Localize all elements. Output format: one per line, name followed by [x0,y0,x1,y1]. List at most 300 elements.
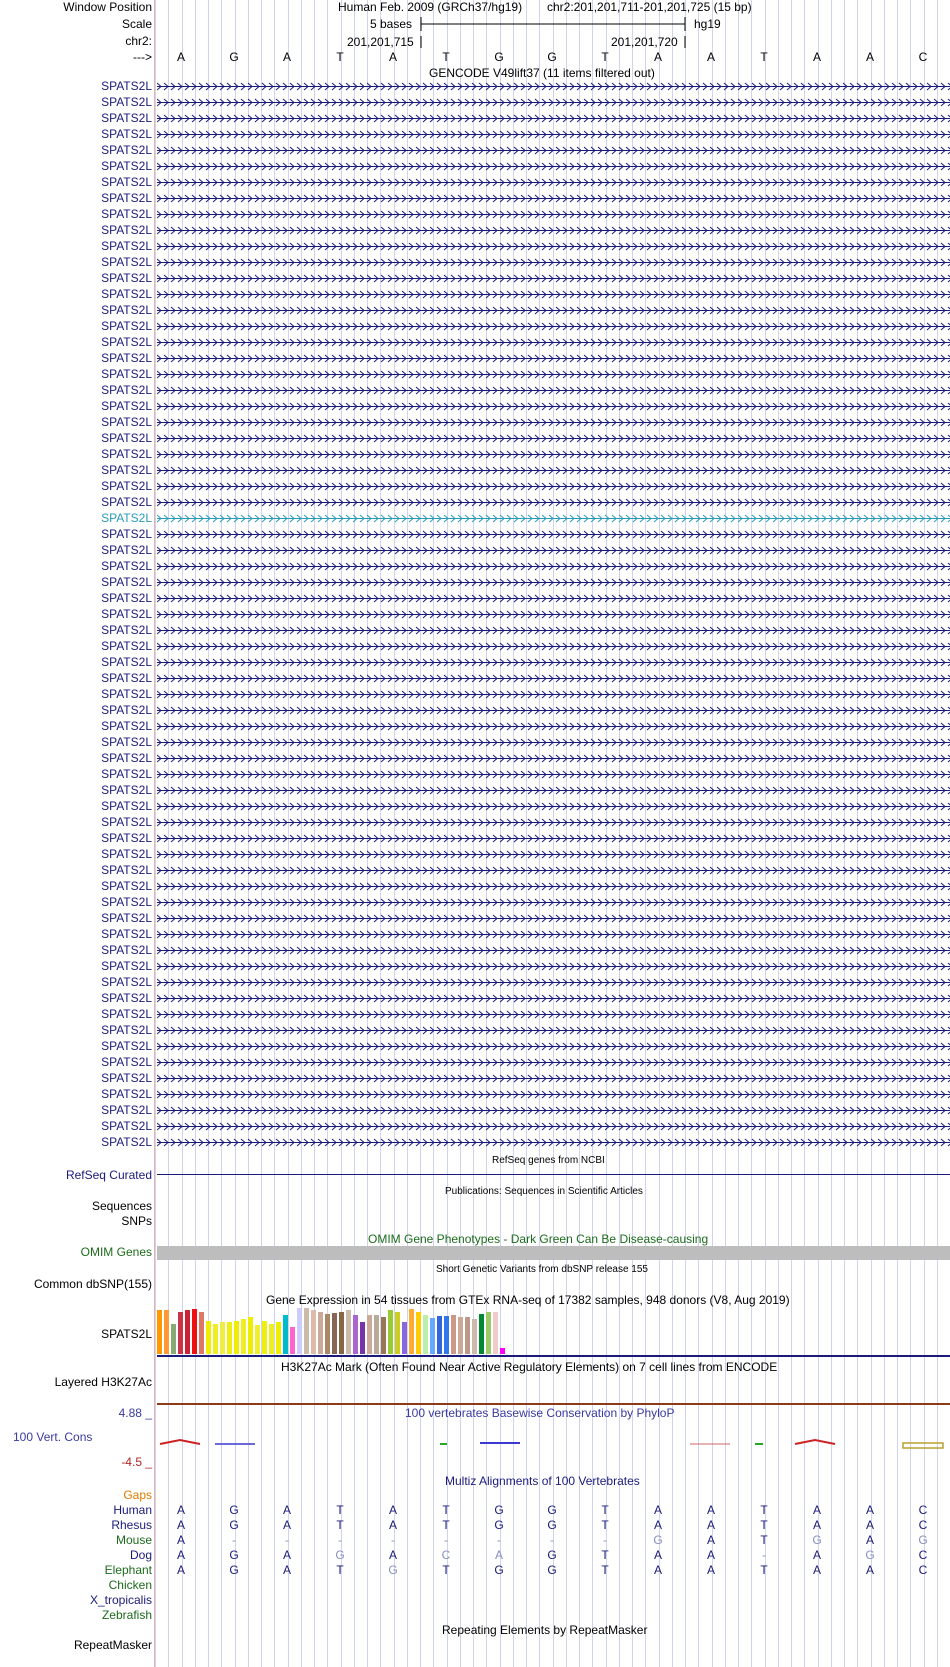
alignment-base: G [865,1548,875,1562]
gtex-tissue-bar[interactable] [486,1312,491,1354]
gencode-transcript-label[interactable]: SPATS2L [101,623,152,637]
gencode-transcript-label[interactable]: SPATS2L [101,1071,152,1085]
gencode-transcript-feature[interactable] [157,897,950,908]
gtex-tissue-bar[interactable] [332,1313,337,1354]
transcript-arrow-line[interactable] [157,721,950,732]
species-label-mouse[interactable]: Mouse [115,1533,152,1547]
transcript-arrow-line[interactable] [157,401,950,412]
phylop-track-title[interactable]: 100 vertebrates Basewise Conservation by PhyloP [405,1406,675,1420]
gtex-tissue-bar[interactable] [220,1322,225,1354]
transcript-arrow-line[interactable] [157,577,950,588]
gencode-transcript-label[interactable]: SPATS2L [101,687,152,701]
refseq-track-title[interactable]: RefSeq genes from NCBI [492,1155,605,1166]
alignment-base: - [285,1533,289,1547]
omim-track-label[interactable]: OMIM Genes [80,1245,152,1259]
transcript-arrow-line[interactable] [157,241,950,252]
dbsnp-track-title[interactable]: Short Genetic Variants from dbSNP release 155 [436,1264,648,1275]
gencode-transcript-feature[interactable] [157,81,950,92]
gencode-transcript-label[interactable]: SPATS2L [101,607,152,621]
gtex-tissue-bar[interactable] [493,1312,498,1354]
transcript-arrow-line[interactable] [157,609,950,620]
gtex-tissue-bar[interactable] [206,1321,211,1354]
gencode-transcript-label[interactable]: SPATS2L [101,271,152,285]
gencode-transcript-feature[interactable] [157,913,950,924]
gencode-transcript-feature[interactable] [157,465,950,476]
gencode-transcript-feature[interactable] [157,481,950,492]
gencode-transcript-feature[interactable] [157,385,950,396]
gencode-transcript-label[interactable]: SPATS2L [101,511,152,525]
transcript-arrow-line[interactable] [157,657,950,668]
transcript-arrow-line[interactable] [157,737,950,748]
gtex-tissue-bar[interactable] [437,1316,442,1354]
gencode-transcript-label[interactable]: SPATS2L [101,287,152,301]
transcript-arrow-line[interactable] [157,1009,950,1020]
gtex-tissue-bar[interactable] [213,1324,218,1354]
transcript-arrow-line[interactable] [157,897,950,908]
sequence-base: C [918,50,928,64]
gencode-transcript-label[interactable]: SPATS2L [101,95,152,109]
gencode-transcript-label[interactable]: SPATS2L [101,943,152,957]
transcript-arrow-line[interactable] [157,593,950,604]
gencode-track-title[interactable]: GENCODE V49lift37 (11 items filtered out) [429,66,655,80]
gtex-tissue-bar[interactable] [276,1322,281,1354]
species-label-dog[interactable]: Dog [129,1548,152,1562]
gencode-transcript-label[interactable]: SPATS2L [101,847,152,861]
gtex-tissue-bar[interactable] [395,1312,400,1354]
publications-track-title[interactable]: Publications: Sequences in Scientific Articles [445,1186,643,1197]
transcript-arrow-line[interactable] [157,449,950,460]
transcript-arrow-line[interactable] [157,161,950,172]
gencode-transcript-label[interactable]: SPATS2L [101,975,152,989]
gtex-tissue-bar[interactable] [402,1322,407,1354]
gencode-transcript-label[interactable]: SPATS2L [101,111,152,125]
gencode-transcript-feature[interactable] [157,593,950,604]
gencode-transcript-feature[interactable] [157,689,950,700]
gencode-transcript-label[interactable]: SPATS2L [101,1007,152,1021]
transcript-arrow-line[interactable] [157,849,950,860]
transcript-arrow-line[interactable] [157,193,950,204]
gencode-transcript-feature[interactable] [157,945,950,956]
gencode-transcript-feature[interactable] [157,833,950,844]
transcript-arrow-line[interactable] [157,673,950,684]
gencode-transcript-feature[interactable] [157,1089,950,1100]
gencode-transcript-feature[interactable] [157,1073,950,1084]
transcript-arrow-line[interactable] [157,705,950,716]
transcript-arrow-line[interactable] [157,81,950,92]
gtex-tissue-bar[interactable] [374,1315,379,1354]
gencode-transcript-label[interactable]: SPATS2L [101,959,152,973]
gtex-tissue-bar[interactable] [199,1312,204,1354]
phylop-track-label[interactable]: 100 Vert. Cons [13,1430,93,1444]
alignment-base: A [865,1563,874,1577]
dbsnp-track-label[interactable]: Common dbSNP(155) [33,1277,152,1291]
gencode-transcript-feature[interactable] [157,321,950,332]
transcript-arrow-line[interactable] [157,785,950,796]
transcript-arrow-line[interactable] [157,913,950,924]
gtex-tissue-bar[interactable] [409,1309,414,1354]
gencode-transcript-label[interactable]: SPATS2L [101,895,152,909]
gencode-transcript-feature[interactable] [157,529,950,540]
gtex-tissue-bar[interactable] [353,1315,358,1354]
transcript-arrow-line[interactable] [157,1073,950,1084]
gencode-transcript-feature[interactable] [157,881,950,892]
transcript-arrow-line[interactable] [157,1025,950,1036]
gtex-track-title[interactable]: Gene Expression in 54 tissues from GTEx RNA-seq of 17382 samples, 948 donors (V8, Aug 2019) [266,1293,790,1307]
refseq-track-label[interactable]: RefSeq Curated [65,1168,152,1182]
transcript-arrow-line[interactable] [157,1089,950,1100]
gencode-transcript-feature[interactable] [157,273,950,284]
gencode-transcript-feature[interactable] [157,1105,950,1116]
gencode-transcript-feature[interactable] [157,657,950,668]
gencode-transcript-label[interactable]: SPATS2L [101,127,152,141]
gencode-transcript-label[interactable]: SPATS2L [101,383,152,397]
gtex-tissue-bar[interactable] [346,1310,351,1354]
transcript-arrow-line[interactable] [157,321,950,332]
species-label-human[interactable]: Human [113,1503,152,1517]
gencode-transcript-label[interactable]: SPATS2L [101,591,152,605]
transcript-arrow-line[interactable] [157,833,950,844]
gencode-transcript-feature[interactable] [157,849,950,860]
transcript-arrow-line[interactable] [157,817,950,828]
gencode-transcript-feature[interactable] [157,513,950,524]
gtex-tissue-bar[interactable] [234,1321,239,1354]
transcript-arrow-line[interactable] [157,1105,950,1116]
gtex-track-label[interactable]: SPATS2L [101,1327,152,1341]
transcript-arrow-line[interactable] [157,97,950,108]
gencode-transcript-label[interactable]: SPATS2L [101,207,152,221]
gencode-transcript-feature[interactable] [157,545,950,556]
gtex-tissue-bar[interactable] [192,1309,197,1354]
transcript-arrow-line[interactable] [157,513,950,524]
gtex-tissue-bar[interactable] [451,1315,456,1354]
gencode-transcript-label[interactable]: SPATS2L [101,911,152,925]
transcript-arrow-line[interactable] [157,273,950,284]
alignment-base: A [282,1518,291,1532]
gencode-transcript-feature[interactable] [157,785,950,796]
gencode-transcript-feature[interactable] [157,497,950,508]
multiz-gaps-label[interactable]: Gaps [123,1488,152,1502]
gencode-transcript-label[interactable]: SPATS2L [101,927,152,941]
transcript-arrow-line[interactable] [157,945,950,956]
alignment-base: G [547,1563,557,1577]
gtex-tissue-bar[interactable] [423,1315,428,1354]
gencode-transcript-label[interactable]: SPATS2L [101,1103,152,1117]
gencode-transcript-label[interactable]: SPATS2L [101,319,152,333]
gencode-transcript-label[interactable]: SPATS2L [101,1039,152,1053]
gencode-transcript-feature[interactable] [157,289,950,300]
gtex-tissue-bar[interactable] [381,1317,386,1354]
gencode-transcript-feature[interactable] [157,737,950,748]
gencode-transcript-feature[interactable] [157,673,950,684]
transcript-arrow-line[interactable] [157,865,950,876]
gtex-tissue-bar[interactable] [157,1310,162,1354]
gencode-transcript-label[interactable]: SPATS2L [101,239,152,253]
gencode-transcript-feature[interactable] [157,305,950,316]
gencode-transcript-feature[interactable] [157,417,950,428]
gencode-transcript-label[interactable]: SPATS2L [101,175,152,189]
transcript-arrow-line[interactable] [157,113,950,124]
gencode-transcript-feature[interactable] [157,801,950,812]
gencode-transcript-label[interactable]: SPATS2L [101,527,152,541]
transcript-arrow-line[interactable] [157,353,950,364]
transcript-arrow-line[interactable] [157,993,950,1004]
transcript-arrow-line[interactable] [157,337,950,348]
transcript-arrow-line[interactable] [157,497,950,508]
gencode-transcript-feature[interactable] [157,625,950,636]
coord-left: 201,201,715 [347,35,414,49]
transcript-arrow-line[interactable] [157,417,950,428]
gencode-transcript-feature[interactable] [157,721,950,732]
transcript-arrow-line[interactable] [157,689,950,700]
alignment-base: T [601,1503,609,1517]
gencode-transcript-feature[interactable] [157,129,950,140]
gencode-transcript-label[interactable]: SPATS2L [101,991,152,1005]
gencode-transcript-feature[interactable] [157,193,950,204]
gencode-transcript-label[interactable]: SPATS2L [101,863,152,877]
gencode-transcript-feature[interactable] [157,337,950,348]
gencode-transcript-feature[interactable] [157,961,950,972]
refseq-gene-line[interactable] [157,1174,950,1175]
gtex-tissue-bar[interactable] [479,1314,484,1354]
gtex-tissue-bar[interactable] [164,1310,169,1354]
transcript-arrow-line[interactable] [157,225,950,236]
gencode-transcript-label[interactable]: SPATS2L [101,367,152,381]
h3k27ac-track-title[interactable]: H3K27Ac Mark (Often Found Near Active Regulatory Elements) on 7 cell lines from ENCODE [281,1360,778,1374]
transcript-arrow-line[interactable] [157,481,950,492]
gencode-transcript-label[interactable]: SPATS2L [101,255,152,269]
gencode-transcript-label[interactable]: SPATS2L [101,1023,152,1037]
publications-label-sequences[interactable]: Sequences [91,1199,152,1213]
alignment-base: A [706,1548,715,1562]
transcript-arrow-line[interactable] [157,465,950,476]
gencode-transcript-feature[interactable] [157,97,950,108]
gencode-transcript-feature[interactable] [157,161,950,172]
gencode-transcript-label[interactable]: SPATS2L [101,479,152,493]
gencode-transcript-feature[interactable] [157,257,950,268]
gencode-transcript-label[interactable]: SPATS2L [101,559,152,573]
gencode-transcript-feature[interactable] [157,577,950,588]
gtex-tissue-bar[interactable] [416,1312,421,1354]
gtex-tissue-bar[interactable] [297,1308,302,1354]
gencode-transcript-label[interactable]: SPATS2L [101,703,152,717]
gencode-transcript-feature[interactable] [157,561,950,572]
transcript-arrow-line[interactable] [157,561,950,572]
gtex-tissue-bar[interactable] [472,1319,477,1354]
gtex-tissue-bar[interactable] [290,1327,295,1354]
gencode-transcript-feature[interactable] [157,865,950,876]
h3k27ac-signal-line[interactable] [157,1403,950,1405]
alignment-base: A [653,1518,662,1532]
transcript-arrow-line[interactable] [157,1041,950,1052]
gencode-transcript-label[interactable]: SPATS2L [101,143,152,157]
gencode-transcript-label[interactable]: SPATS2L [101,783,152,797]
gencode-transcript-label[interactable]: SPATS2L [101,751,152,765]
gencode-transcript-label[interactable]: SPATS2L [101,879,152,893]
gencode-transcript-label[interactable]: SPATS2L [101,543,152,557]
gencode-transcript-label[interactable]: SPATS2L [101,831,152,845]
gencode-transcript-feature[interactable] [157,225,950,236]
transcript-arrow-line[interactable] [157,1057,950,1068]
gencode-transcript-feature[interactable] [157,1137,950,1148]
gencode-transcript-label[interactable]: SPATS2L [101,639,152,653]
gencode-transcript-label[interactable]: SPATS2L [101,223,152,237]
transcript-arrow-line[interactable] [157,977,950,988]
alignment-base: C [918,1518,928,1532]
transcript-arrow-line[interactable] [157,1137,950,1148]
gencode-transcript-label[interactable]: SPATS2L [101,735,152,749]
gtex-tissue-bar[interactable] [500,1348,505,1354]
phylop-signal[interactable] [155,1436,950,1456]
gencode-transcript-label[interactable]: SPATS2L [101,815,152,829]
transcript-arrow-line[interactable] [157,385,950,396]
repeatmasker-track-label[interactable]: RepeatMasker [73,1638,152,1652]
gencode-transcript-feature[interactable] [157,993,950,1004]
gtex-tissue-bar[interactable] [444,1316,449,1354]
transcript-arrow-line[interactable] [157,433,950,444]
gencode-transcript-feature[interactable] [157,1041,950,1052]
repeatmasker-track-title[interactable]: Repeating Elements by RepeatMasker [442,1623,648,1637]
gencode-transcript-feature[interactable] [157,241,950,252]
gencode-transcript-label[interactable]: SPATS2L [101,495,152,509]
gtex-bar-chart[interactable] [157,1308,557,1354]
gencode-transcript-label[interactable]: SPATS2L [101,303,152,317]
species-label-x_tropicalis[interactable]: X_tropicalis [89,1593,152,1607]
gtex-tissue-bar[interactable] [367,1315,372,1354]
gencode-transcript-feature[interactable] [157,1009,950,1020]
gencode-transcript-feature[interactable] [157,1121,950,1132]
gencode-transcript-label[interactable]: SPATS2L [101,767,152,781]
gtex-tissue-bar[interactable] [311,1310,316,1354]
gencode-transcript-label[interactable]: SPATS2L [101,431,152,445]
gencode-transcript-feature[interactable] [157,113,950,124]
alignment-base: A [282,1503,291,1517]
transcript-arrow-line[interactable] [157,289,950,300]
gencode-transcript-feature[interactable] [157,401,950,412]
gencode-transcript-feature[interactable] [157,209,950,220]
alignment-base: A [812,1548,821,1562]
gencode-transcript-label[interactable]: SPATS2L [101,335,152,349]
species-label-chicken[interactable]: Chicken [108,1578,152,1592]
gencode-transcript-label[interactable]: SPATS2L [101,655,152,669]
h3k27ac-track-label[interactable]: Layered H3K27Ac [54,1375,152,1389]
gencode-transcript-feature[interactable] [157,449,950,460]
transcript-arrow-line[interactable] [157,145,950,156]
alignment-base: G [653,1533,663,1547]
gencode-transcript-feature[interactable] [157,929,950,940]
transcript-arrow-line[interactable] [157,129,950,140]
gtex-tissue-bar[interactable] [430,1318,435,1354]
gtex-tissue-bar[interactable] [388,1310,393,1354]
gtex-tissue-bar[interactable] [262,1321,267,1354]
gencode-transcript-feature[interactable] [157,353,950,364]
gencode-transcript-label[interactable]: SPATS2L [101,415,152,429]
gencode-transcript-label[interactable]: SPATS2L [101,79,152,93]
omim-gene-bar[interactable] [157,1246,950,1260]
gencode-transcript-label[interactable]: SPATS2L [101,191,152,205]
gtex-tissue-bar[interactable] [185,1310,190,1354]
gencode-transcript-feature[interactable] [157,753,950,764]
gencode-transcript-feature[interactable] [157,977,950,988]
species-label-elephant[interactable]: Elephant [104,1563,152,1577]
gencode-transcript-feature[interactable] [157,817,950,828]
gencode-transcript-feature[interactable] [157,705,950,716]
gtex-tissue-bar[interactable] [465,1317,470,1354]
gencode-transcript-label[interactable]: SPATS2L [101,1119,152,1133]
gencode-transcript-label[interactable]: SPATS2L [101,159,152,173]
gtex-tissue-bar[interactable] [241,1319,246,1354]
gtex-tissue-bar[interactable] [325,1314,330,1354]
transcript-arrow-line[interactable] [157,257,950,268]
gtex-tissue-bar[interactable] [171,1324,176,1354]
gtex-tissue-bar[interactable] [318,1312,323,1354]
gencode-transcript-feature[interactable] [157,177,950,188]
gtex-tissue-bar[interactable] [269,1324,274,1354]
gencode-transcript-label[interactable]: SPATS2L [101,463,152,477]
transcript-arrow-line[interactable] [157,625,950,636]
gtex-tissue-bar[interactable] [360,1322,365,1354]
gencode-transcript-label[interactable]: SPATS2L [101,1135,152,1149]
gtex-tissue-bar[interactable] [178,1312,183,1354]
multiz-track-title[interactable]: Multiz Alignments of 100 Vertebrates [445,1474,640,1488]
transcript-arrow-line[interactable] [157,769,950,780]
gencode-transcript-label[interactable]: SPATS2L [101,799,152,813]
transcript-arrow-line[interactable] [157,305,950,316]
gencode-transcript-feature[interactable] [157,641,950,652]
transcript-arrow-line[interactable] [157,961,950,972]
species-label-zebrafish[interactable]: Zebrafish [101,1608,152,1622]
transcript-arrow-line[interactable] [157,641,950,652]
gencode-transcript-feature[interactable] [157,769,950,780]
species-label-rhesus[interactable]: Rhesus [111,1518,152,1532]
gtex-tissue-bar[interactable] [339,1312,344,1354]
gencode-transcript-label[interactable]: SPATS2L [101,399,152,413]
transcript-arrow-line[interactable] [157,881,950,892]
transcript-arrow-line[interactable] [157,929,950,940]
transcript-arrow-line[interactable] [157,1121,950,1132]
gencode-transcript-feature[interactable] [157,369,950,380]
transcript-arrow-line[interactable] [157,369,950,380]
gencode-transcript-label[interactable]: SPATS2L [101,351,152,365]
strand-arrow-label[interactable]: ---> [133,50,152,64]
gencode-transcript-label[interactable]: SPATS2L [101,447,152,461]
gencode-transcript-feature[interactable] [157,433,950,444]
gtex-tissue-bar[interactable] [283,1315,288,1354]
transcript-arrow-line[interactable] [157,801,950,812]
omim-track-title[interactable]: OMIM Gene Phenotypes - Dark Green Can Be Disease-causing [368,1232,709,1246]
gencode-transcript-label[interactable]: SPATS2L [101,1087,152,1101]
transcript-arrow-line[interactable] [157,209,950,220]
grid-line [155,0,156,1667]
transcript-arrow-line[interactable] [157,529,950,540]
gtex-tissue-bar[interactable] [248,1317,253,1354]
gtex-tissue-bar[interactable] [458,1317,463,1354]
gencode-transcript-feature[interactable] [157,1025,950,1036]
gencode-transcript-feature[interactable] [157,145,950,156]
transcript-arrow-line[interactable] [157,545,950,556]
publications-label-snps[interactable]: SNPs [121,1214,152,1228]
gencode-transcript-label[interactable]: SPATS2L [101,719,152,733]
gencode-transcript-feature[interactable] [157,1057,950,1068]
gtex-tissue-bar[interactable] [227,1322,232,1354]
gtex-tissue-bar[interactable] [255,1325,260,1354]
gtex-tissue-bar[interactable] [304,1308,309,1354]
transcript-arrow-line[interactable] [157,753,950,764]
transcript-arrow-line[interactable] [157,177,950,188]
gencode-transcript-label[interactable]: SPATS2L [101,671,152,685]
gencode-transcript-label[interactable]: SPATS2L [101,1055,152,1069]
gencode-transcript-label[interactable]: SPATS2L [101,575,152,589]
gencode-transcript-feature[interactable] [157,609,950,620]
